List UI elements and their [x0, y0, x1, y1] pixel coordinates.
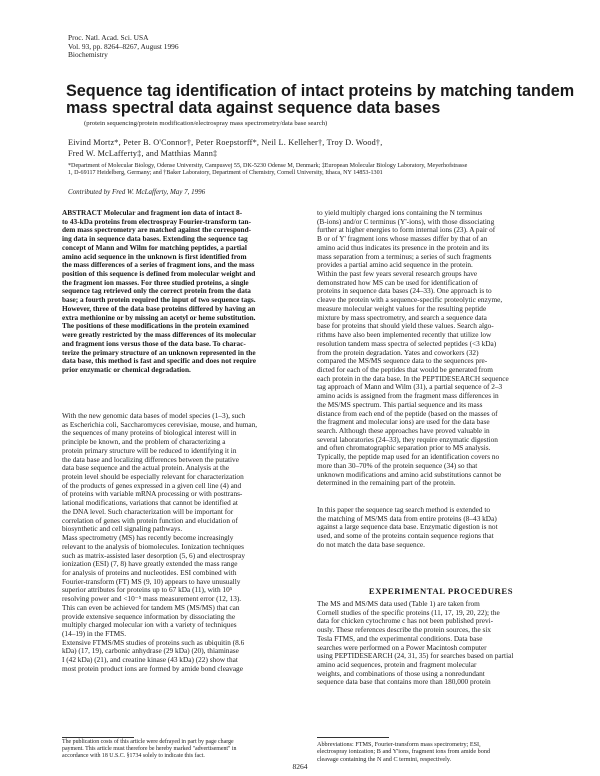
- body-text-line: such as matrix-assisted laser desorption (5, 6) and electrospray: [62, 551, 245, 560]
- body-text-line: resolving power and <10⁻⁵ mass measurement error (12, 13).: [62, 595, 242, 604]
- contributed-by: Contributed by Fred W. McLafferty, May 7, 1996: [68, 188, 206, 196]
- abstract-line: concept of Mann and Wilm for matching peptides, a partial: [62, 243, 247, 252]
- body-text-line: further at higher energies to form internal ions (23). A pair of: [317, 226, 496, 235]
- body-text-line: from the protein degradation. Yates and coworkers (32): [317, 348, 479, 357]
- footnote-abbreviations: [317, 741, 565, 763]
- keywords: (protein sequencing/protein modification/electrospray mass spectrometry/data base search): [84, 120, 328, 127]
- abstract-line: dem mass spectrometry are matched against the correspond-: [62, 226, 252, 235]
- body-text-line: base for proteins that should yield these values. Search algo-: [317, 322, 494, 331]
- body-text-line: the data base and localizing differences between the putative: [62, 455, 239, 464]
- article-title: [66, 82, 575, 117]
- abstract-line: and fragment ions versus those of the data base. To charac-: [62, 339, 246, 348]
- abstract-line: ABSTRACT Molecular and fragment ion data of intact 8-: [62, 209, 243, 217]
- body-text-line: (B-ions) and/or C terminus (Y'-ions), with those dissociating: [317, 217, 495, 226]
- affiliation-line: *Department of Molecular Biology, Odense University, Campusvej 55, DK-5230 Odense M, Denmark; ‡European Molecular Biology Laboratory, Meyerhofstrasse: [68, 163, 468, 169]
- abstract-line: to 43-kDa proteins from electrospray Fourier-transform tan-: [62, 217, 252, 226]
- body-text-line: Within the past few years several research groups have: [317, 270, 478, 279]
- body-text-line: (14–19) in the FTMS.: [62, 629, 127, 638]
- body-text-line: the MS/MS spectrum. This partial sequence and its mass: [317, 400, 483, 409]
- body-text-line: rithms have also been implemented recently that utilize low: [317, 331, 492, 340]
- experimental-procedures-body: [317, 600, 565, 687]
- journal-volume: Vol. 93, pp. 8264–8267, August 1996: [68, 41, 179, 51]
- body-text-line: mixture by mass spectrometry, and search a sequence data: [317, 313, 487, 322]
- body-text-line: each protein in the data base. In the PEPTIDESEARCH sequence: [317, 374, 509, 383]
- right-column-paragraph: [317, 506, 565, 550]
- body-text-line: amino acids is assigned from the fragment mass differences in: [317, 392, 499, 401]
- author-list: [68, 137, 538, 159]
- journal-header: [68, 34, 179, 60]
- body-text-line: mass separation from a terminus; a series of such fragments: [317, 252, 492, 261]
- body-text-line: proteins in sequence data bases (24–33). One approach is to: [317, 287, 492, 296]
- body-text-line: Cornell studies of the specific proteins (11, 17, 19, 20, 22); the: [317, 608, 500, 617]
- body-text-line: relevant to the analysis of biomolecules. Ionization techniques: [62, 542, 244, 551]
- author-line: Fred W. McLafferty‡, and Matthias Mann‡: [68, 149, 218, 158]
- body-text-line: as Escherichia coli, Saccharomyces cerevisiae, mouse, and human,: [62, 420, 258, 429]
- body-text-line: Tesla FTMS, and the experimental conditions. Data base: [317, 634, 483, 643]
- body-text-line: amino acid sequences, protein and fragment molecular: [317, 661, 477, 670]
- body-text-line: correlation of genes with protein function and elucidation of: [62, 516, 238, 525]
- abstract-line: The positions of these modifications in the protein examined: [62, 322, 249, 331]
- body-text-line: several laboratories (24–33), they require enzymatic digestion: [317, 435, 498, 444]
- body-text-line: most protein product ions are formed by amide bond cleavage: [62, 664, 243, 673]
- body-text-line: and often chromatographic separation prior to MS analysis.: [317, 444, 491, 453]
- body-text-line: distance from each end of the peptide (based on the masses of: [317, 409, 498, 418]
- body-text-line: sequence data base that contains more than 180,000 protein: [317, 678, 491, 687]
- footnote-divider: [317, 737, 389, 738]
- body-text-line: cleave the protein with a sequence-specific proteolytic enzyme,: [317, 296, 503, 305]
- abstract-line: ing data in sequence data bases. Extending the sequence tag: [62, 235, 248, 244]
- author-line: Eivind Mortz*, Peter B. O'Connor†, Peter Roepstorff*, Neil L. Kelleher†, Troy D. Wood†,: [68, 138, 383, 147]
- body-text-line: weights, and combinations of those using a nonredundant: [317, 669, 485, 678]
- body-text-line: for analysis of proteins and nucleotides. ESI combined with: [62, 568, 237, 577]
- abstract-line: the fragment ion masses. For three studied proteins, a single: [62, 278, 249, 287]
- body-text-line: provide extensive sequence information by dissociating the: [62, 612, 236, 621]
- body-text-line: resolution tandem mass spectra of selected peptides (<3 kDa): [317, 339, 497, 348]
- body-text-line: search. Although these approaches have proved valuable in: [317, 426, 490, 435]
- body-text-line: the fragment and molecular ions) are used for the data base: [317, 418, 490, 427]
- abstract-line: sequence tag retrieved only the correct protein from the data: [62, 287, 251, 296]
- abstract: [62, 209, 308, 375]
- abstract-line: base; a fourth protein required the input of two sequence tags.: [62, 296, 256, 305]
- body-text-line: ously. These references describe the protein sources, the six: [317, 626, 492, 635]
- page-number: 8264: [292, 762, 308, 771]
- body-text-line: against a large sequence data base. Enzymatic digestion is not: [317, 523, 498, 532]
- body-text-line: biosynthetic and cell signaling pathways.: [62, 525, 183, 534]
- body-text-line: multiply charged molecular ion with a variety of techniques: [62, 621, 237, 630]
- abstract-line: the mass differences of a series of fragment ions, and the mass: [62, 261, 255, 270]
- body-text-line: lational modifications, variations that cannot be identified at: [62, 499, 238, 508]
- body-text-line: determined in the remaining part of the protein.: [317, 479, 456, 488]
- body-text-line: dicted for each of the peptides that would be generated from: [317, 365, 493, 374]
- body-text-line: I (42 kDa) (21), and creatine kinase (43 kDa) (22) show that: [62, 656, 238, 665]
- body-text-line: protein level should be especially relevant for characterization: [62, 473, 244, 482]
- body-text-line: unknown modifications and amino acid substitutions cannot be: [317, 470, 502, 479]
- abstract-line: position of this sequence is defined from molecular weight and: [62, 270, 256, 279]
- body-text-line: The MS and MS/MS data used (Table 1) are taken from: [317, 600, 480, 608]
- abstract-line: data base, this method is fast and specific and does not require: [62, 357, 256, 366]
- abstract-line: extra methionine or by missing an acetyl or heme substitution.: [62, 313, 256, 322]
- body-text-line: tag approach of Mann and Wilm (31), a partial sequence of 2–3: [317, 383, 503, 392]
- body-text-line: compared the MS/MS sequence data to the sequences pre-: [317, 357, 488, 366]
- abstract-line: However, three of the data base proteins differed by having an: [62, 304, 256, 313]
- body-text-line: amino acid thus indicates its presence in the protein and its: [317, 243, 489, 252]
- body-text-line: of the products of genes expressed in a given cell line (4) and: [62, 481, 242, 490]
- body-text-line: Extensive FTMS/MS studies of proteins such as ubiquitin (8.6: [62, 638, 245, 647]
- body-text-line: data base sequence and the actual protein. Analysis at the: [62, 464, 229, 473]
- title-line: Sequence tag identification of intact proteins by matching tandem: [66, 82, 575, 100]
- body-text-line: measure molecular weight values for the resulting peptide: [317, 304, 487, 313]
- body-text-line: ionization (ESI) (7, 8) have greatly extended the mass range: [62, 560, 238, 569]
- body-text-line: This can even be achieved for tandem MS (MS/MS) that can: [62, 603, 240, 612]
- footnote-line: payment. This article must therefore be hereby marked "advertisement" in: [62, 746, 237, 753]
- section-heading: EXPERIMENTAL PROCEDURES: [368, 586, 514, 596]
- body-text-line: demonstrated how MS can be used for identification of: [317, 278, 478, 287]
- journal-name: Proc. Natl. Acad. Sci. USA: [68, 33, 149, 42]
- body-text-line: the sequences of many proteins of biological interest will in: [62, 429, 237, 438]
- left-column-body: [62, 412, 308, 674]
- body-text-line: Typically, the peptide map used for an identification covers no: [317, 453, 500, 462]
- abstract-line: amino acid sequence in the unknown is first identified from: [62, 252, 247, 261]
- body-text-line: the DNA level. Such characterization will be important for: [62, 507, 234, 516]
- body-text-line: using PEPTIDESEARCH (24, 31, 35) for searches based on partial: [317, 652, 514, 661]
- abstract-line: were greatly restricted by the mass differences of its molecular: [62, 331, 257, 340]
- body-text-line: the matching of MS/MS data from entire proteins (8–43 kDa): [317, 514, 497, 523]
- body-text-line: Fourier-transform (FT) MS (9, 10) appears to have unusually: [62, 577, 241, 586]
- body-text-line: data for chicken cytochrome c has not been published previ-: [317, 617, 494, 626]
- body-text-line: used, and some of the proteins contain sequence regions that: [317, 532, 494, 541]
- footnote-line: accordance with 18 U.S.C. §1734 solely to indicate this fact.: [62, 753, 205, 760]
- footnote-line: The publication costs of this article were defrayed in part by page charge: [62, 739, 234, 745]
- body-text-line: In this paper the sequence tag search method is extended to: [317, 506, 491, 514]
- footnote-publication-costs: [62, 739, 310, 761]
- footnote-line: electrospray ionization; B and Y'ions, fragment ions from amide bond: [317, 748, 491, 756]
- body-text-line: of proteins with variable mRNA processing or with posttrans-: [62, 490, 243, 499]
- abstract-line: prior enzymatic or chemical degradation.: [62, 365, 191, 374]
- footnote-divider: [62, 737, 134, 738]
- body-text-line: With the new genomic data bases of model species (1–3), such: [62, 412, 246, 420]
- footnote-line: Abbreviations: FTMS, Fourier-transform mass spectrometry; ESI,: [317, 741, 481, 748]
- body-text-line: principle be known, and the problem of characterizing a: [62, 438, 226, 447]
- body-text-line: Mass spectrometry (MS) has recently become increasingly: [62, 534, 234, 543]
- journal-section: Biochemistry: [68, 50, 108, 60]
- body-text-line: protein primary structure will be reduced to identifying it in: [62, 446, 237, 455]
- body-text-line: provides a partial amino acid sequence in the protein.: [317, 261, 473, 270]
- body-text-line: B or of Y' fragment ions whose masses differ by that of an: [317, 235, 488, 244]
- footnote-line: cleavage containing the N and C termini, respectively.: [317, 755, 452, 763]
- body-text-line: to yield multiply charged ions containing the N terminus: [317, 209, 483, 217]
- body-text-line: superior attributes for proteins up to 67 kDa (11), with 10⁵: [62, 586, 233, 595]
- affiliation-line: 1, D-69117 Heidelberg, Germany; and †Baker Laboratory, Department of Chemistry, Cornell University, Ithaca, NY 14853-1301: [68, 170, 383, 177]
- body-text-line: more than 30–70% of the protein sequence (34) so that: [317, 461, 478, 470]
- affiliations: [68, 163, 538, 178]
- right-column-body: [317, 209, 565, 488]
- abstract-line: terize the primary structure of an unknown represented in the: [62, 348, 256, 357]
- body-text-line: searches were performed on a Power Macintosh computer: [317, 643, 487, 652]
- body-text-line: kDa) (17, 19), carbonic anhydrase (29 kDa) (20), thiaminase: [62, 647, 239, 656]
- body-text-line: do not match the data base sequence.: [317, 540, 425, 549]
- title-line: mass spectral data against sequence data bases: [66, 99, 441, 117]
